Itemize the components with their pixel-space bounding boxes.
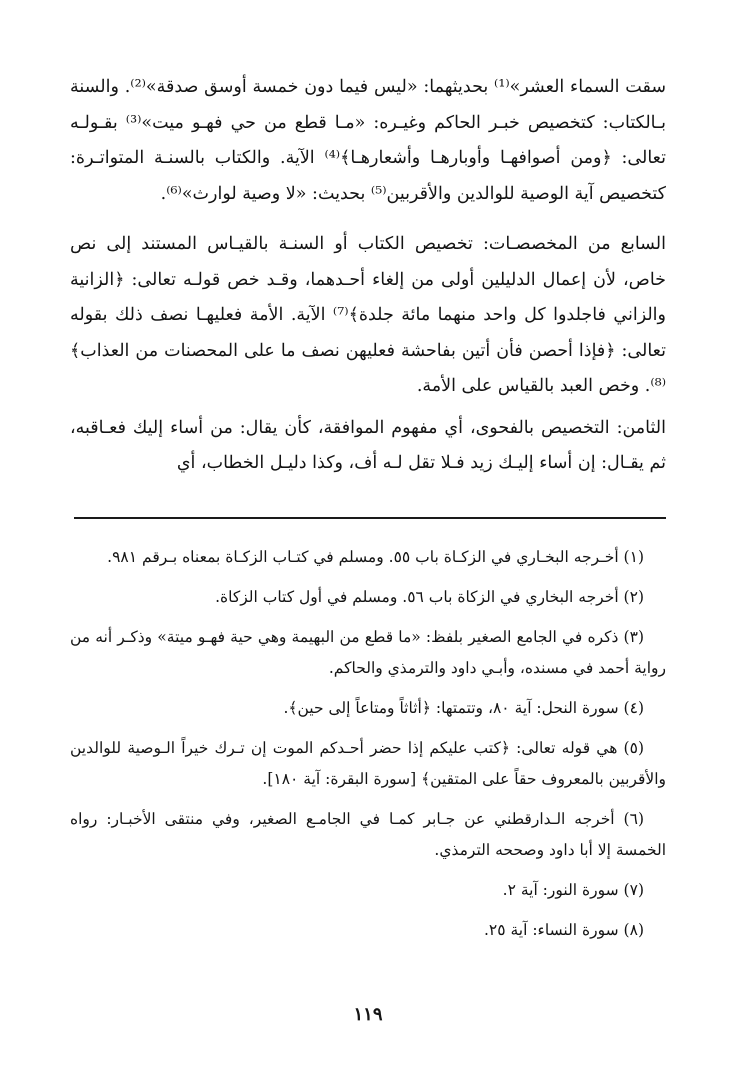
footnote-separator-line [74,517,666,519]
paragraph-continuation: سقت السماء العشر»⁽¹⁾ بحديثهما: «ليس فيما دون خمسة أوسق صدقة»⁽²⁾. والسنة بـالكتاب: كتخصيص خبـر الحاكم وغيـره: «مـا قطع من حي فهـو ميت»⁽³⁾ بقـولـه تعالى: ﴿ومن أصوافهـا وأوبارهـا وأشعارهـا﴾⁽⁴⁾ الآية. والكتاب بالسنـة المتواتـرة: كتخصيص آية الوصية للوالدين والأقربين⁽⁵⁾ بحديث: «لا وصية لوارث»⁽⁶⁾. [70,77,667,204]
footnotes [70,542,666,955]
footnote-5: (٥) هي قوله تعالى: ﴿كتب عليكم إذا حضر أحـدكم الموت إن تـرك خيراً الـوصية للوالدين والأقربين بالمعروف حقاً على المتقين﴾ [سورة البقرة: آية ١٨٠]. [70,739,666,788]
footnote-7: (٧) سورة النور: آية ٢. [502,881,644,899]
footnote-4: (٤) سورة النحل: آية ٨٠، وتتمتها: ﴿أثاثاً ومتاعاً إلى حين﴾. [283,699,644,717]
paragraph-seventh-specification: السابع من المخصصـات: تخصيص الكتاب أو السنـة بالقيـاس المستند إلى نص خاص، لأن إعمال الدليلين أولى من إلغاء أحـدهما، وقـد خص قولـه تعالى: ﴿الزانية والزاني فاجلدوا كل واحد منهما مائة جلدة﴾⁽⁷⁾ الآية. الأمة فعليهـا نصف ذلك بقوله تعالى: ﴿فإذا أحصن فأن أتين بفاحشة فعليهن نصف ما على المحصنات من العذاب﴾⁽⁸⁾. وخص العبد بالقياس على الأمة. [70,234,666,396]
footnote-8: (٨) سورة النساء: آية ٢٥. [483,921,644,939]
book-page [70,70,667,1025]
footnote-2: (٢) أخرجه البخاري في الزكاة باب ٥٦. ومسلم في أول كتاب الزكاة. [215,588,644,606]
footnote-1: (١) أخـرجه البخـاري في الزكـاة باب ٥٥. ومسلم في كتـاب الزكـاة بمعناه بـرقم ٩٨١. [107,548,644,566]
footnote-3: (٣) ذكره في الجامع الصغير بلفظ: «ما قطع من البهيمة وهي حية فهـو ميتة» وذكـر أنه من رواية أحمد في مسنده، وأبـي داود والترمذي والحاكم. [70,628,666,677]
footnote-6: (٦) أخرجه الـدارقطني عن جـابر كمـا في الجامـع الصغير، وفي منتقى الأخبـار: رواه الخمسة إلا أبا داود وصححه الترمذي. [70,810,666,859]
page-number: ١١٩ [353,1004,383,1025]
main-text [70,70,666,482]
paragraph-eighth-specification: الثامن: التخصيص بالفحوى، أي مفهوم الموافقة، كأن يقال: من أساء إليك فعـاقبه، ثم يقـال: إن أساء إليـك زيد فـلا تقل لـه أف، وكذا دليـل الخطاب، أي [70,417,666,473]
